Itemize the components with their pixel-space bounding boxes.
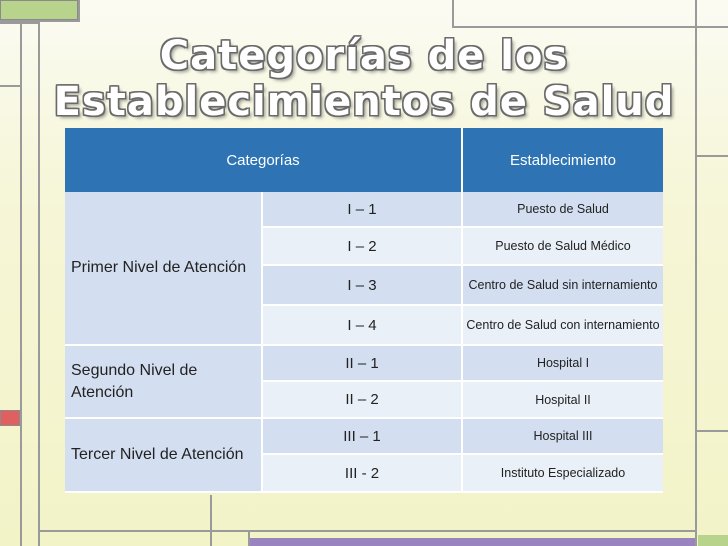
category-label: Segundo Nivel de Atención (65, 345, 262, 418)
deco-line (695, 155, 728, 157)
deco-line (695, 430, 728, 432)
deco-block-purple (250, 538, 695, 546)
establishment-name: Centro de Salud sin internamiento (462, 265, 663, 305)
page-title-line-2: Establecimientos de Salud (53, 79, 675, 125)
deco-line (452, 26, 728, 28)
establishment-name: Hospital III (462, 418, 663, 454)
subcategory-code: III - 2 (262, 454, 462, 492)
deco-line (452, 0, 454, 26)
deco-block-green (698, 535, 728, 546)
table-row (65, 418, 663, 454)
subcategory-code: I – 3 (262, 265, 462, 305)
header-establishment: Establecimiento (462, 128, 663, 192)
deco-block-red (0, 410, 20, 426)
table-row (65, 345, 663, 381)
establishment-name: Centro de Salud con internamiento (462, 305, 663, 345)
subcategory-code: II – 1 (262, 345, 462, 381)
table-row (65, 192, 663, 227)
subcategory-code: I – 2 (262, 227, 462, 265)
establishment-name: Hospital II (462, 381, 663, 418)
subcategory-code: II – 2 (262, 381, 462, 418)
page-title-line-1: Categorías de los (159, 33, 569, 79)
category-label: Primer Nivel de Atención (65, 192, 262, 345)
establishment-name: Puesto de Salud Médico (462, 227, 663, 265)
header-categories: Categorías (65, 128, 462, 192)
deco-line (38, 530, 695, 532)
deco-line (210, 495, 212, 546)
subcategory-code: III – 1 (262, 418, 462, 454)
establishment-name: Puesto de Salud (462, 192, 663, 227)
establishment-name: Hospital I (462, 345, 663, 381)
establishments-table (65, 128, 663, 493)
subcategory-code: I – 4 (262, 305, 462, 345)
deco-block-green (0, 0, 78, 20)
table-header-row (65, 128, 663, 192)
deco-line (78, 0, 80, 22)
category-label: Tercer Nivel de Atención (65, 418, 262, 492)
deco-line (0, 22, 38, 24)
subcategory-code: I – 1 (262, 192, 462, 227)
establishment-name: Instituto Especializado (462, 454, 663, 492)
